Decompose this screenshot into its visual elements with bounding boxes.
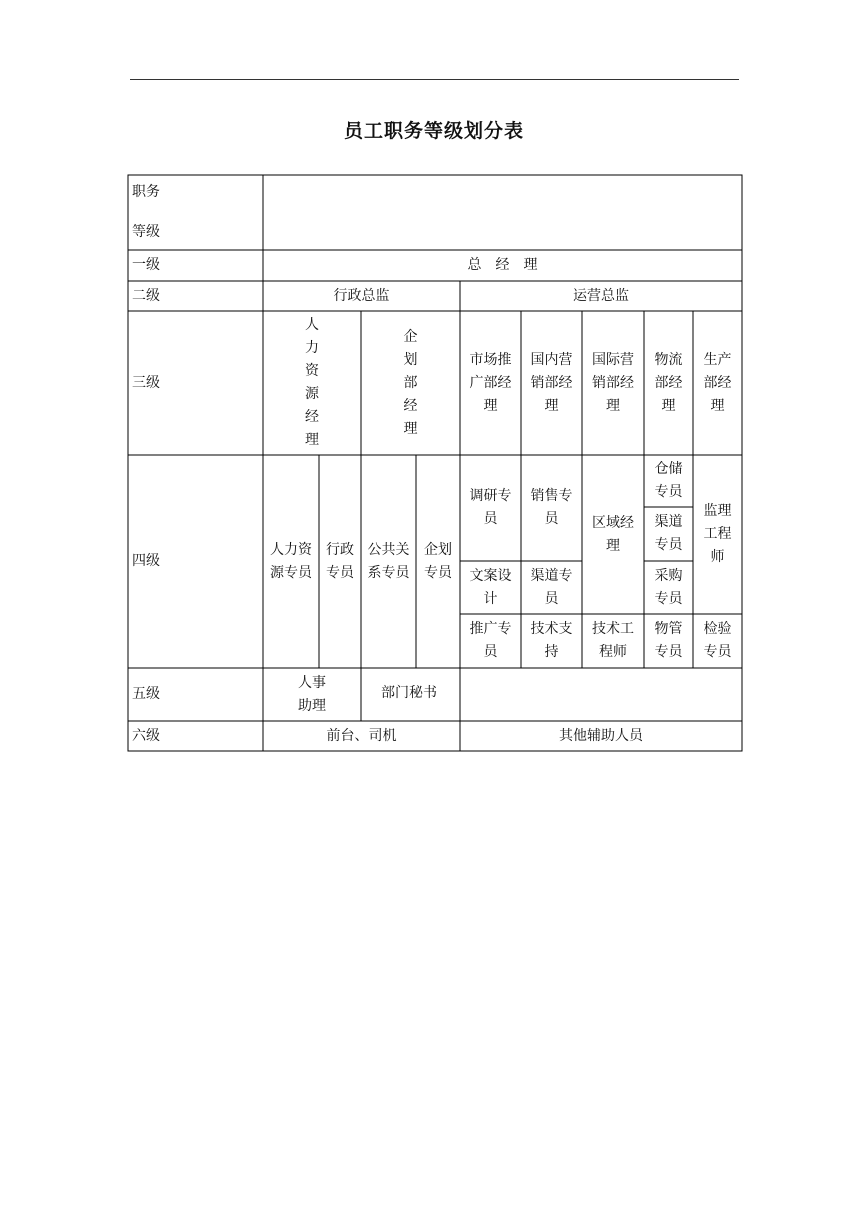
hr-manager-cell: 人 力 资 源 经 理 [305,317,319,448]
admin-specialist-cell: 行政 专员 [326,541,354,581]
level-label-1: 一级 [132,257,160,273]
research-specialist-cell: 调研专 员 [469,488,512,527]
regional-manager-cell: 区域经 理 [592,514,634,554]
level-label-6: 六级 [132,727,160,744]
warehouse-specialist-cell: 仓储 专员 [654,461,683,500]
level-label-4: 四级 [132,553,160,569]
tech-support-cell: 技术支 持 [530,621,573,660]
channel-specialist-b-cell: 渠道专 员 [530,567,573,607]
other-support-cell: 其他辅助人员 [559,727,643,744]
header-corner-cell [128,175,263,250]
promotion-specialist-cell: 推广专 员 [469,621,512,660]
inspection-specialist-cell: 检验 专员 [703,621,732,660]
level-label-2: 二级 [132,287,160,304]
document-title: 员工职务等级划分表 [343,120,524,142]
header-position-label: 职务 [132,184,160,200]
reception-driver-cell: 前台、司机 [326,727,397,744]
domestic-sales-manager-cell: 国内营 销部经 理 [530,351,573,414]
channel-specialist-a-cell: 渠道 专员 [654,514,683,553]
hr-assistant-cell: 人事 助理 [298,674,326,714]
ops-director-cell: 运营总监 [573,287,629,304]
dept-secretary-cell: 部门秘书 [381,685,437,701]
intl-sales-manager-cell: 国际营 销部经 理 [592,351,634,414]
tech-engineer-cell: 技术工 程师 [592,621,634,660]
header-level-label: 等级 [132,224,160,240]
purchasing-specialist-cell: 采购 专员 [654,567,683,607]
logistics-manager-cell: 物流 部经 理 [654,351,683,414]
production-manager-cell: 生产 部经 理 [703,351,732,414]
level5-empty-cell [460,668,742,721]
materials-specialist-cell: 物管 专员 [654,621,683,660]
supervision-engineer-cell: 监理 工程 师 [703,503,732,565]
pr-specialist-cell: 公共关 系专员 [367,541,410,581]
hr-specialist-cell: 人力资 源专员 [270,541,312,581]
level-label-3: 三级 [132,374,160,391]
sales-specialist-cell: 销售专 员 [530,488,573,527]
planning-manager-cell: 企 划 部 经 理 [403,328,418,437]
planning-specialist-cell: 企划 专员 [424,541,452,581]
level-label-5: 五级 [132,686,160,702]
admin-director-cell: 行政总监 [333,287,390,304]
marketing-manager-cell: 市场推 广部经 理 [469,351,512,414]
general-manager-cell: 总 经 理 [467,257,538,273]
copywriter-cell: 文案设 计 [469,567,512,607]
